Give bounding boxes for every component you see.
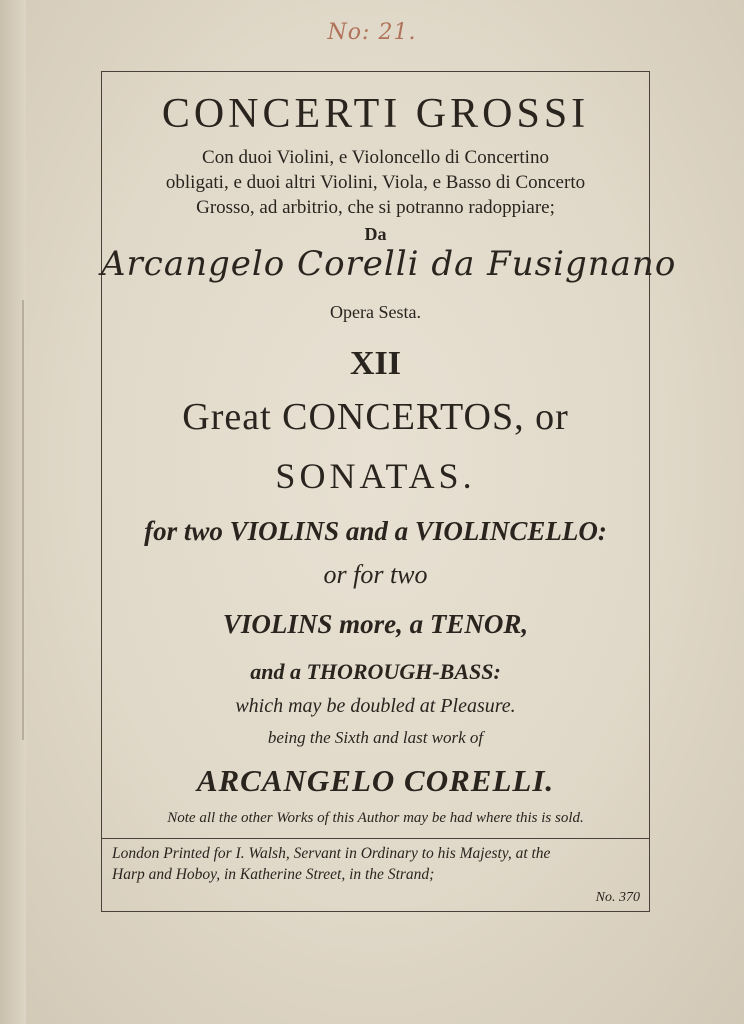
instrumentation-line-2: or for two [323,560,428,589]
plate-number: No. 370 [595,890,640,905]
sales-note: Note all the other Works of this Author may be had where this is sold. [167,810,584,826]
composer-script-name: Arcangelo Corelli da Fusignano [101,244,677,284]
italian-subtitle-line-3: Grosso, ad arbitrio, che si potranno radoppiare; [196,197,555,218]
composer-name: ARCANGELO CORELLI. [196,763,555,798]
opus-line: Opera Sesta. [330,302,421,322]
english-title-line-1: Great CONCERTOS, or [182,396,569,438]
paper-fold-mark [22,300,24,740]
count-numeral: XII [349,345,402,382]
imprint-line-1: London Printed for I. Walsh, Servant in Ordinary to his Majesty, at the [112,845,551,862]
italian-subtitle-line-2: obligati, e duoi altri Violini, Viola, e Basso di Concerto [165,172,586,193]
imprint-line-2: Harp and Hoboy, in Katherine Street, in the Strand; [112,866,435,883]
instrumentation-line-5: which may be doubled at Pleasure. [235,695,516,717]
instrumentation-line-4: and a THOROUGH-BASS: [250,659,501,684]
handwritten-number: No: 21. [327,20,417,45]
instrumentation-line-1: for two VIOLINS and a VIOLINCELLO: [144,516,607,546]
imprint-divider [101,838,650,839]
instrumentation-line-3: VIOLINS more, a TENOR, [222,609,529,639]
italian-subtitle-line-1: Con duoi Violini, e Violoncello di Concertino [202,147,549,168]
da-line: Da [364,224,387,244]
main-title: CONCERTI GROSSI [161,91,590,137]
work-note-line: being the Sixth and last work of [267,728,484,747]
english-title-line-2: SONATAS. [275,456,476,496]
